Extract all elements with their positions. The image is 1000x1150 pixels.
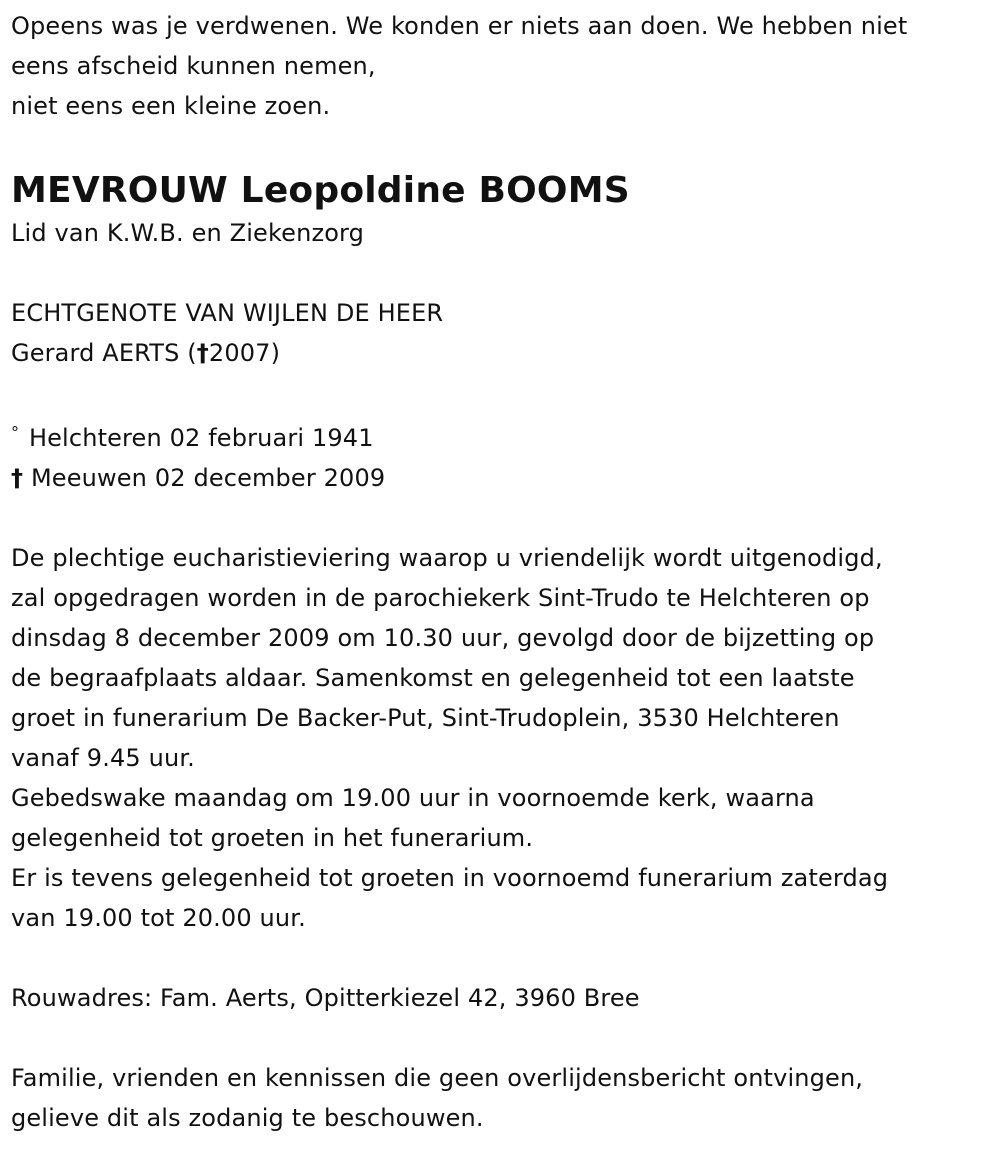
birth-text: Helchteren 02 februari 1941	[28, 424, 374, 452]
ceremony-line: vanaf 9.45 uur.	[11, 744, 195, 772]
spouse-name-prefix: Gerard AERTS (	[11, 339, 197, 367]
ceremony-line: gelegenheid tot groeten in het funerarium.	[11, 824, 534, 852]
ceremony-line: groet in funerarium De Backer-Put, Sint-Trudoplein, 3530 Helchteren	[11, 704, 840, 732]
spacer	[11, 373, 1000, 413]
spouse-name-suffix: 2007)	[208, 339, 281, 367]
intro-poem	[11, 0, 1000, 126]
birth-line	[11, 413, 1000, 458]
death-line	[11, 458, 1000, 498]
closing-line: Familie, vrienden en kennissen die geen overlijdensbericht ontvingen,	[11, 1064, 864, 1092]
closing-line: gelieve dit als zodanig te beschouwen.	[11, 1104, 484, 1132]
spacer	[11, 498, 1000, 538]
cross-icon: †	[196, 339, 209, 367]
death-text: Meeuwen 02 december 2009	[30, 464, 386, 492]
ceremony-line: dinsdag 8 december 2009 om 10.30 uur, gevolgd door de bijzetting op	[11, 624, 875, 652]
ceremony-line: De plechtige eucharistieviering waarop u vriendelijk wordt uitgenodigd,	[11, 544, 883, 572]
spacer	[11, 1018, 1000, 1058]
ceremony-line: de begraafplaats aldaar. Samenkomst en gelegenheid tot een laatste	[11, 664, 855, 692]
spouse-title: ECHTGENOTE VAN WIJLEN DE HEER	[11, 299, 444, 327]
birth-symbol-icon: °	[11, 423, 20, 442]
spacer	[11, 938, 1000, 978]
ceremony-line: Gebedswake maandag om 19.00 uur in voornoemde kerk, waarna	[11, 784, 815, 812]
spacer	[11, 253, 1000, 293]
ceremony-line: zal opgedragen worden in de parochiekerk Sint-Trudo te Helchteren op	[11, 584, 870, 612]
ceremony-line: van 19.00 tot 20.00 uur.	[11, 904, 306, 932]
spouse-name	[11, 333, 1000, 373]
intro-line: eens afscheid kunnen nemen,	[11, 52, 376, 80]
deceased-name: MEVROUW Leopoldine BOOMS	[11, 170, 630, 211]
intro-line: Opeens was je verdwenen. We konden er niets aan doen. We hebben niet	[11, 12, 908, 40]
membership-text: Lid van K.W.B. en Ziekenzorg	[11, 219, 365, 247]
cross-icon: †	[11, 464, 24, 492]
ceremony-line: Er is tevens gelegenheid tot groeten in voornoemd funerarium zaterdag	[11, 864, 889, 892]
ceremony-paragraph	[11, 538, 1000, 938]
mourning-address: Rouwadres: Fam. Aerts, Opitterkiezel 42, 3960 Bree	[11, 984, 640, 1012]
intro-line: niet eens een kleine zoen.	[11, 92, 331, 120]
